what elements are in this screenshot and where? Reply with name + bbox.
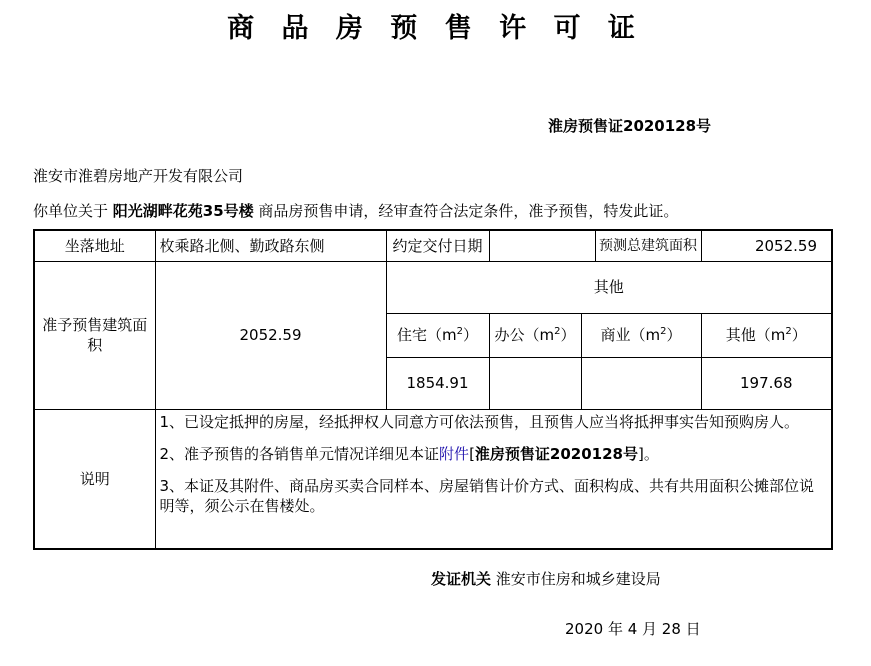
location-label: 坐落地址 <box>34 230 155 261</box>
issue-date: 2020 年 4 月 28 日 <box>565 620 701 638</box>
other-header: 其他 <box>386 261 832 313</box>
note-1: 1、已设定抵押的房屋，经抵押权人同意方可依法预售，且预售人应当将抵押事实告知预购房人。 <box>159 412 800 431</box>
intro-text <box>33 200 678 221</box>
estimated-area-value: 2052.59 <box>701 230 832 261</box>
value-residential: 1854.91 <box>386 357 489 409</box>
estimated-area-label: 预测总建筑面积 <box>595 230 701 261</box>
issuer-value: 淮安市住房和城乡建设局 <box>491 570 661 588</box>
col-other: 其他$(m^2)$ <box>701 313 832 357</box>
issuer <box>431 568 661 589</box>
attachment-link[interactable]: 附件 <box>439 444 470 463</box>
note-2: 2、准予预售的各销售单元情况详细见本证附件[淮房预售证2020128号]。 <box>159 444 659 463</box>
permit-table <box>33 229 833 550</box>
intro-prefix: 你单位关于 <box>33 202 113 220</box>
value-office <box>489 357 581 409</box>
notes <box>155 409 832 549</box>
delivery-date-label: 约定交付日期 <box>386 230 489 261</box>
col-commercial: 商业$(m^2)$ <box>581 313 701 357</box>
location-value: 枚乘路北侧、勤政路东侧 <box>155 230 386 261</box>
project-name: 阳光湖畔花苑35号楼 <box>112 202 254 220</box>
value-other: 197.68 <box>701 357 832 409</box>
presale-area-label: 准予预售建筑面积 <box>34 261 155 409</box>
presale-area-value: 2052.59 <box>155 261 386 409</box>
document-title: 商 品 房 预 售 许 可 证 <box>227 13 644 44</box>
intro-suffix: 商品房预售申请，经审查符合法定条件，准予预售，特发此证。 <box>253 202 679 220</box>
company-name: 淮安市淮碧房地产开发有限公司 <box>33 167 244 185</box>
certificate-number: 淮房预售证2020128号 <box>548 117 712 135</box>
issuer-label: 发证机关 <box>431 570 492 588</box>
note-3: 3、本证及其附件、商品房买卖合同样本、房屋销售计价方式、面积构成、共有共用面积公摊部位说明等，须公示在售楼处。 <box>159 476 815 515</box>
col-office: 办公$(m^2)$ <box>489 313 581 357</box>
delivery-date-value <box>489 230 595 261</box>
note-label: 说明 <box>34 409 155 549</box>
col-residential: 住宅$(m^2)$ <box>386 313 489 357</box>
value-commercial <box>581 357 701 409</box>
